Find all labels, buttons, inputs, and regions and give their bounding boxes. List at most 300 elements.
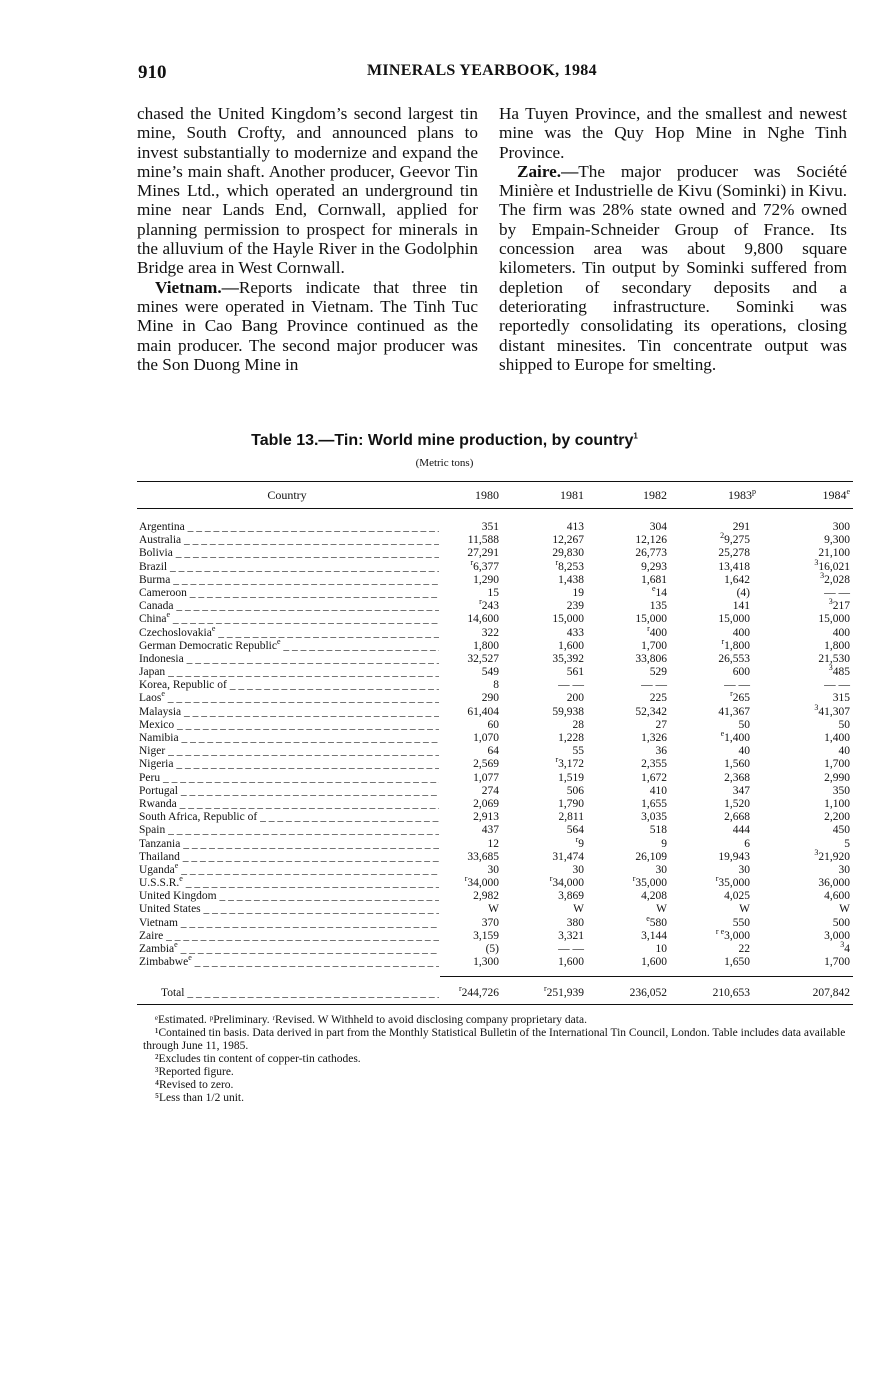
cell-value: 60 <box>487 718 499 731</box>
table-cell <box>504 666 584 679</box>
cell-value: — — <box>558 679 584 692</box>
cell-value: 413 <box>566 521 584 533</box>
table-cell <box>587 838 667 851</box>
table-cell <box>504 903 584 916</box>
cell-value: 35,000 <box>718 877 750 890</box>
table-cell <box>770 903 850 916</box>
table-cell <box>587 874 667 890</box>
cell-value: 400 <box>832 626 850 639</box>
table-row <box>137 798 853 811</box>
cell-value: 30 <box>487 863 499 876</box>
table-cell <box>419 930 499 943</box>
table-cell <box>419 811 499 824</box>
cell-note-mark: r <box>575 834 579 844</box>
cell-value: 26,109 <box>635 850 667 863</box>
cell-value: 1,600 <box>558 639 584 652</box>
table-row <box>137 834 853 851</box>
cell-value: 1,700 <box>641 639 667 652</box>
cell-value: 2,368 <box>724 771 750 784</box>
cell-note-mark: r <box>458 984 462 994</box>
cell-value: 580 <box>649 916 667 929</box>
cell-value: 33,806 <box>635 652 667 665</box>
table-cell <box>670 956 750 969</box>
cell-value: 15 <box>487 586 499 599</box>
table-cell <box>770 627 850 640</box>
header-1983: 1983$^p$ <box>728 487 756 502</box>
cell-value: 1,800 <box>724 639 750 652</box>
cell-value: 550 <box>732 916 750 929</box>
cell-value: 2,028 <box>824 573 850 586</box>
cell-value: 15,000 <box>818 613 850 626</box>
country-name: Indonesia _ _ _ <box>139 653 439 666</box>
table-cell <box>670 874 750 890</box>
country-name: Cameroon _ _ _ <box>139 587 439 600</box>
cell-value: 1,800 <box>473 639 499 652</box>
cell-value: 600 <box>732 666 750 679</box>
section-heading: Zaire.— <box>517 161 579 181</box>
country-name: German Democratic Republic$^e$ _ _ _ <box>139 640 439 653</box>
header-1982: 1982 <box>643 488 667 502</box>
table-cell <box>770 521 850 534</box>
table-row <box>137 613 853 626</box>
cell-value: 4,208 <box>641 890 667 903</box>
cell-note-mark: r <box>715 874 719 884</box>
paragraph: chased the United Kingdom’s second largest tin mine, South Crofty, and announced plans to invest substantially to modernize and expand the mine’s main shaft. Another producer, Geevor Tin Mines Ltd., which operated an underground tin mine near Lands End, Cornwall, applied for planning permission to prospect for minerals in the alluvium of the Hayle River in the Godolphin Bridge area in West Cornwall. <box>137 104 478 278</box>
table-cell <box>670 627 750 640</box>
cell-value: 19 <box>572 586 584 599</box>
table-cell <box>504 798 584 811</box>
cell-value: 1,070 <box>473 732 499 744</box>
table-cell <box>670 689 750 705</box>
cell-value: 30 <box>572 863 584 876</box>
table-cell <box>587 640 667 653</box>
running-title: MINERALS YEARBOOK, 1984 <box>367 62 597 79</box>
table-cell <box>670 864 750 877</box>
table-cell <box>587 623 667 640</box>
table-cell <box>770 534 850 547</box>
table-cell <box>419 613 499 626</box>
cell-value: 274 <box>481 784 499 797</box>
cell-value: 8 <box>493 679 499 692</box>
cell-value: 236,052 <box>629 987 667 999</box>
cell-value: 1,290 <box>473 573 499 586</box>
cell-value: 36 <box>655 745 667 758</box>
table-cell <box>419 943 499 956</box>
table-cell <box>587 692 667 705</box>
table-cell <box>670 706 750 719</box>
cell-value: 9 <box>661 837 667 850</box>
table-cell <box>770 917 850 930</box>
cell-value: 52,342 <box>635 705 667 718</box>
table-cell <box>770 811 850 824</box>
table-cell <box>670 561 750 574</box>
cell-value: 22 <box>738 943 750 955</box>
cell-value: 21,100 <box>818 547 850 560</box>
country-name: Zaire _ _ _ <box>139 930 439 943</box>
cell-value: 11,588 <box>467 534 499 547</box>
table-row <box>137 811 853 824</box>
table-cell <box>587 903 667 916</box>
table-cell <box>670 785 750 798</box>
table-cell <box>419 851 499 864</box>
cell-value: 244,726 <box>461 987 499 999</box>
cell-value: 410 <box>649 784 667 797</box>
cell-value: 30 <box>655 863 667 876</box>
table-row <box>137 755 853 771</box>
table-cell <box>770 838 850 851</box>
cell-value: 3,144 <box>641 929 667 942</box>
table-cell <box>770 597 850 613</box>
table-cell <box>504 824 584 837</box>
cell-value: 351 <box>481 521 499 533</box>
cell-value: 506 <box>566 784 584 797</box>
cell-value: 14,600 <box>467 613 499 626</box>
cell-value: 35,000 <box>635 877 667 890</box>
cell-value: 243 <box>481 600 499 613</box>
cell-value: 1,400 <box>824 732 850 744</box>
table-cell <box>770 653 850 666</box>
table-cell <box>419 587 499 600</box>
table-cell <box>419 597 499 613</box>
cell-value: 13,418 <box>718 560 750 573</box>
table-cell <box>670 613 750 626</box>
table-cell <box>670 521 750 534</box>
country-name: Korea, Republic of _ _ _ <box>139 679 439 692</box>
cell-value: 207,842 <box>812 987 850 999</box>
cell-value: 315 <box>832 692 850 705</box>
table-cell <box>419 627 499 640</box>
header-1980: 1980 <box>475 488 499 502</box>
cell-value: 27,291 <box>467 547 499 560</box>
cell-value: 4,025 <box>724 890 750 903</box>
cell-value: 217 <box>832 600 850 613</box>
table-cell <box>770 864 850 877</box>
country-name: Namibia _ _ _ <box>139 732 439 745</box>
cell-value: 210,653 <box>712 987 750 999</box>
cell-value: 59,938 <box>552 705 584 718</box>
table-cell <box>587 986 667 1000</box>
table-cell <box>419 692 499 705</box>
cell-note-mark: 3 <box>814 702 819 712</box>
table-row <box>137 913 853 930</box>
table-sum-rule <box>440 976 853 977</box>
country-name: Tanzania _ _ _ <box>139 838 439 851</box>
table-cell <box>504 534 584 547</box>
cell-value: 1,800 <box>824 639 850 652</box>
table-cell <box>670 587 750 600</box>
table-row <box>137 956 853 969</box>
table-cell <box>587 732 667 745</box>
cell-value: 437 <box>481 824 499 837</box>
table-cell <box>670 666 750 679</box>
cell-value: 34,000 <box>467 877 499 890</box>
cell-value: 347 <box>732 784 750 797</box>
cell-value: 1,520 <box>724 797 750 810</box>
cell-value: 1,700 <box>824 956 850 969</box>
table-cell <box>670 917 750 930</box>
cell-value: 135 <box>649 600 667 613</box>
table-row <box>137 847 853 864</box>
cell-note-mark: 3 <box>820 570 825 580</box>
cell-value: 9,300 <box>824 534 850 547</box>
country-name: Malaysia _ _ _ <box>139 706 439 719</box>
cell-value: 3,159 <box>473 929 499 942</box>
table-row <box>137 570 853 587</box>
table-cell <box>419 903 499 916</box>
table-cell <box>419 838 499 851</box>
table-cell <box>770 732 850 745</box>
cell-value: — — <box>558 943 584 955</box>
cell-value: 28 <box>572 718 584 731</box>
table-row <box>137 745 853 758</box>
table-cell <box>587 561 667 574</box>
cell-value: — — <box>724 679 750 692</box>
cell-value: 33,685 <box>467 850 499 863</box>
table-cell <box>670 679 750 692</box>
footnote-legend: ᵉEstimated. ᵖPreliminary. ʳRevised. W Withheld to avoid disclosing company proprietary data. <box>155 1014 587 1026</box>
cell-value: 1,400 <box>724 732 750 744</box>
section-heading: Vietnam.— <box>155 277 239 297</box>
table-cell <box>587 521 667 534</box>
table-cell <box>587 706 667 719</box>
cell-value: 265 <box>732 692 750 705</box>
table-cell <box>770 547 850 560</box>
table-cell <box>670 838 750 851</box>
country-name: Uganda$^e$ _ _ _ <box>139 864 439 877</box>
table-cell <box>670 729 750 745</box>
cell-value: W <box>656 903 667 916</box>
cell-value: 41,307 <box>818 705 850 718</box>
table-cell <box>419 719 499 732</box>
table-cell <box>770 930 850 943</box>
table-cell <box>670 986 750 1000</box>
cell-value: 2,355 <box>641 758 667 771</box>
cell-value: 291 <box>732 521 750 533</box>
country-name: Czechoslovakia$^e$ _ _ _ <box>139 627 439 640</box>
cell-value: 3,035 <box>641 811 667 824</box>
cell-note-mark: r <box>555 557 559 567</box>
table-row <box>137 663 853 679</box>
country-name: Canada _ _ _ <box>139 600 439 613</box>
cell-value: 2,200 <box>824 811 850 824</box>
table-cell <box>587 547 667 560</box>
table-cell <box>504 521 584 534</box>
country-name: United Kingdom _ _ _ <box>139 890 439 903</box>
table-cell <box>419 653 499 666</box>
cell-value: 1,326 <box>641 732 667 744</box>
table-cell <box>670 719 750 732</box>
cell-value: (5) <box>485 943 499 955</box>
table-cell <box>670 798 750 811</box>
table-cell <box>770 745 850 758</box>
country-name: Zimbabwe$^e$ _ _ _ <box>139 956 439 969</box>
cell-value: 9,293 <box>641 560 667 573</box>
table-cell <box>504 930 584 943</box>
cell-value: 25,278 <box>718 547 750 560</box>
cell-value: 300 <box>832 521 850 533</box>
table-cell <box>587 600 667 613</box>
table-cell <box>504 986 584 1000</box>
cell-value: 2,982 <box>473 890 499 903</box>
table-cell <box>419 798 499 811</box>
table-row <box>137 864 853 877</box>
cell-value: 1,228 <box>558 732 584 744</box>
table-cell <box>670 758 750 771</box>
table-cell <box>504 745 584 758</box>
table-cell <box>504 943 584 956</box>
country-name: U.S.S.R.$^e$ _ _ _ <box>139 877 439 890</box>
table-cell <box>587 584 667 600</box>
footnote-2: ²Excludes tin content of copper-tin cathodes. <box>155 1053 361 1065</box>
cell-value: 6 <box>744 837 750 850</box>
table-row <box>137 702 853 719</box>
table-cell <box>587 851 667 864</box>
cell-value: 1,655 <box>641 797 667 810</box>
cell-value: 26,773 <box>635 547 667 560</box>
cell-value: 1,650 <box>724 956 750 969</box>
cell-value: 30 <box>838 863 850 876</box>
cell-note-mark: r <box>721 636 725 646</box>
cell-value: 400 <box>732 626 750 639</box>
cell-value: 50 <box>738 718 750 731</box>
total-label: Total _ _ _ <box>161 986 439 1000</box>
table-cell <box>419 956 499 969</box>
cell-value: 26,553 <box>718 652 750 665</box>
country-name: Mexico _ _ _ <box>139 719 439 732</box>
table-cell <box>770 772 850 785</box>
cell-value: 529 <box>649 666 667 679</box>
table-cell <box>770 940 850 956</box>
right-column <box>499 104 847 374</box>
table-cell <box>504 574 584 587</box>
table-cell <box>419 890 499 903</box>
table-cell <box>419 824 499 837</box>
cell-note-mark: 3 <box>828 597 833 607</box>
cell-value: 35,392 <box>552 652 584 665</box>
cell-value: 1,300 <box>473 956 499 969</box>
table-total-row <box>137 986 853 1000</box>
table-cell <box>419 758 499 771</box>
table-cell <box>587 653 667 666</box>
table-cell <box>670 547 750 560</box>
table-title: Table 13.—Tin: World mine production, by country$^1$ <box>251 431 638 449</box>
table-cell <box>419 864 499 877</box>
cell-value: 561 <box>566 666 584 679</box>
table-row <box>137 679 853 692</box>
table-cell <box>419 557 499 574</box>
table-cell <box>770 758 850 771</box>
country-name: Burma _ _ _ <box>139 574 439 587</box>
cell-value: 31,474 <box>552 850 584 863</box>
cell-value: 19,943 <box>718 850 750 863</box>
cell-value: 61,404 <box>467 705 499 718</box>
cell-value: 2,569 <box>473 758 499 771</box>
cell-value: 6,377 <box>473 560 499 573</box>
table-cell <box>770 986 850 1000</box>
table-cell <box>587 956 667 969</box>
cell-value: 290 <box>481 692 499 705</box>
cell-value: 1,600 <box>558 956 584 969</box>
table-cell <box>587 772 667 785</box>
cell-note-mark: r <box>549 874 553 884</box>
cell-note-mark: e <box>646 913 650 923</box>
cell-value: 518 <box>649 824 667 837</box>
cell-value: 1,519 <box>558 771 584 784</box>
country-name: Nigeria _ _ _ <box>139 758 439 771</box>
table-row <box>137 531 853 547</box>
page-number: 910 <box>138 62 167 83</box>
cell-note-mark: 3 <box>840 940 845 950</box>
cell-note-mark: r <box>555 755 559 765</box>
cell-value: W <box>739 903 750 916</box>
table-cell <box>670 824 750 837</box>
table-cell <box>770 824 850 837</box>
table-cell <box>770 890 850 903</box>
cell-value: 380 <box>566 916 584 929</box>
cell-value: 3,000 <box>824 929 850 942</box>
table-cell <box>587 798 667 811</box>
cell-value: 1,077 <box>473 771 499 784</box>
cell-value: 9 <box>578 837 584 850</box>
cell-note-mark: r <box>479 597 482 607</box>
country-name: Portugal _ _ _ <box>139 785 439 798</box>
cell-value: 450 <box>832 824 850 837</box>
table-cell <box>419 986 499 1000</box>
left-column <box>137 104 478 374</box>
table-row <box>137 557 853 574</box>
cell-value: 5 <box>844 837 850 850</box>
paragraph <box>137 278 478 374</box>
cell-value: W <box>488 903 499 916</box>
table-cell <box>587 943 667 956</box>
cell-value: 9,275 <box>724 534 750 547</box>
cell-value: 1,600 <box>641 956 667 969</box>
country-name: Japan _ _ _ <box>139 666 439 679</box>
cell-value: 10 <box>655 943 667 955</box>
cell-note-mark: r <box>464 874 468 884</box>
cell-value: 15,000 <box>635 613 667 626</box>
cell-note-mark: e <box>720 729 725 739</box>
table-row <box>137 636 853 653</box>
cell-value: 34,000 <box>552 877 584 890</box>
table-cell <box>770 847 850 864</box>
table-row <box>137 824 853 837</box>
table-cell <box>770 679 850 692</box>
cell-value: 4 <box>844 943 850 955</box>
country-name: Laos$^e$ _ _ _ <box>139 692 439 705</box>
cell-note-mark: r <box>730 689 733 699</box>
table-cell <box>587 745 667 758</box>
cell-note-mark: 3 <box>814 557 819 567</box>
cell-value: 15,000 <box>718 613 750 626</box>
cell-value: 15,000 <box>552 613 584 626</box>
cell-value: 8,253 <box>558 560 584 573</box>
table-cell <box>504 627 584 640</box>
cell-value: 3,869 <box>558 890 584 903</box>
table-cell <box>419 574 499 587</box>
footnote-1: ¹Contained tin basis. Data derived in part from the Monthly Statistical Bulletin of the International Tin Council, London. Table includes data available through June 11, 1985. <box>143 1027 846 1052</box>
table-cell <box>504 732 584 745</box>
table-cell <box>670 600 750 613</box>
table-units: (Metric tons) <box>415 457 474 469</box>
table-cell <box>670 531 750 547</box>
table-row <box>137 584 853 600</box>
cell-value: 433 <box>566 626 584 639</box>
table-row <box>137 874 853 890</box>
table-cell <box>770 956 850 969</box>
table-cell <box>587 824 667 837</box>
table-row <box>137 890 853 903</box>
